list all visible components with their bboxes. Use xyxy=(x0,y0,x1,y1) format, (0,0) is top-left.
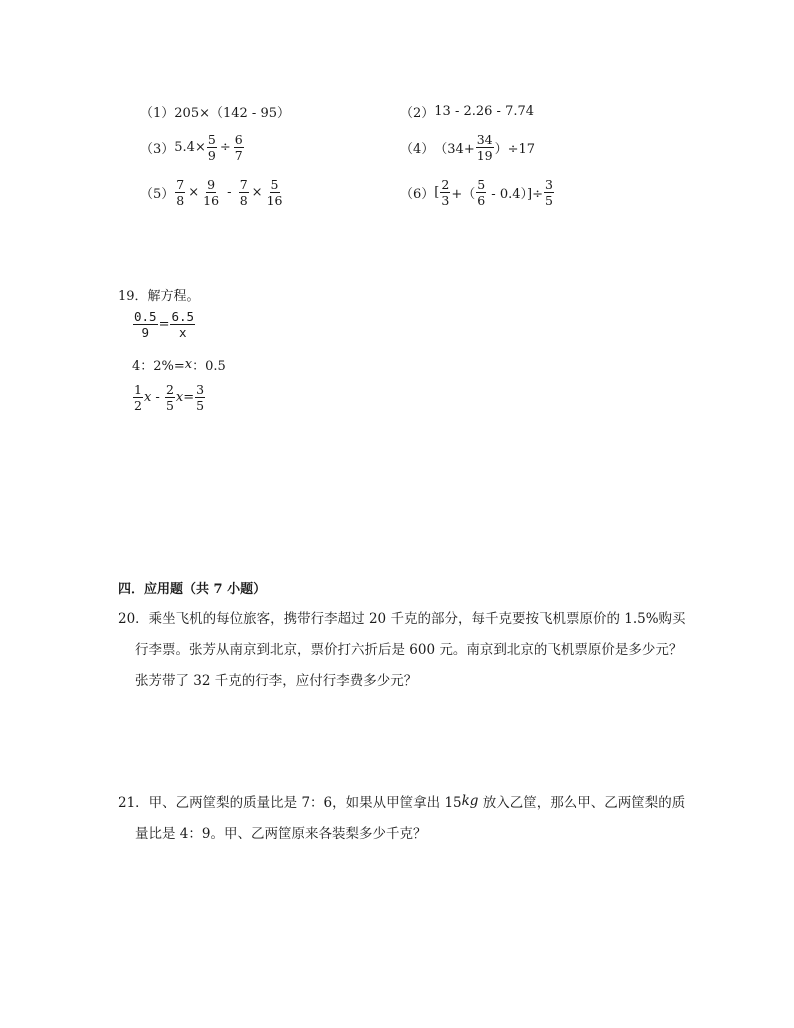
fraction: $\frac{7}{8}$ xyxy=(239,177,248,209)
section-heading: 四．应用题（共 7 小题） xyxy=(118,582,267,597)
calc-expression-1: 205×（142 - 95） xyxy=(174,106,290,121)
fraction: $\frac{9}{16}$ xyxy=(203,177,220,209)
fraction: $\frac{7}{8}$ xyxy=(176,177,185,209)
fraction: $\frac{3}{5}$ xyxy=(544,177,553,209)
calc-term: 5.4× xyxy=(174,140,206,156)
equation-term: ：0.5 xyxy=(192,359,226,374)
equation-2 xyxy=(132,355,226,374)
variable: x xyxy=(143,390,152,406)
fraction: $\frac{5}{16}$ xyxy=(266,177,283,209)
fraction: $\frac{6}{7}$ xyxy=(234,132,243,164)
question-21-text: 放入乙筐，那么甲、乙两筐梨的质 xyxy=(478,795,686,811)
equals-sign: = xyxy=(158,317,170,333)
calc-problem-6 xyxy=(400,178,555,207)
calc-label-2: （2） xyxy=(400,106,435,121)
calc-problem-4 xyxy=(400,133,535,162)
fraction: $\frac{2}{5}$ xyxy=(165,382,174,414)
fraction: $\frac{5}{9}$ xyxy=(207,132,216,164)
operator: - xyxy=(151,390,164,406)
calc-label-1: （1） xyxy=(140,106,175,121)
calc-label-5: （5） xyxy=(140,187,175,203)
calc-label-4: （4） xyxy=(400,142,435,158)
question-19-title: 19．解方程。 xyxy=(118,289,200,304)
equals-sign: = xyxy=(183,390,195,406)
operator: × xyxy=(251,185,263,201)
fraction: $\frac{5}{6}$ xyxy=(477,177,486,209)
equation-1 xyxy=(132,310,196,339)
question-20-line-1: 20．乘坐飞机的每位旅客，携带行李超过 20 千克的部分，每千克要按飞机票原价的 1.5%购买 xyxy=(118,611,686,627)
fraction: $\frac{34}{19}$ xyxy=(476,132,493,164)
calc-term: ）÷17 xyxy=(494,142,536,158)
fraction: $\frac{2}{3}$ xyxy=(441,177,450,209)
operator: × xyxy=(188,185,200,201)
calc-problem-2 xyxy=(400,102,534,121)
question-21-text: 21．甲、乙两筐梨的质量比是 7：6，如果从甲筐拿出 15 xyxy=(118,795,462,811)
equation-3 xyxy=(132,383,206,412)
question-21-line-2: 量比是 4：9。甲、乙两筐原来各装梨多少千克？ xyxy=(135,826,427,842)
fraction: $\frac{3}{5}$ xyxy=(196,382,205,414)
fraction: $\frac{0.5}{9}$ xyxy=(134,309,157,341)
operator: ÷ xyxy=(219,140,231,156)
question-20-line-3: 张芳带了 32 千克的行李，应付行李费多少元？ xyxy=(135,673,418,689)
variable: x xyxy=(184,357,193,372)
variable: x xyxy=(175,390,184,406)
fraction: $\frac{6.5}{x}$ xyxy=(171,309,195,341)
calc-expression-2: 13 - 2.26 - 7.74 xyxy=(434,104,535,119)
calc-term: （34+ xyxy=(434,142,475,158)
calc-label-3: （3） xyxy=(140,142,175,158)
equation-term: 4：2%= xyxy=(132,359,185,374)
calc-problem-3 xyxy=(140,133,245,162)
question-20-line-2: 行李票。张芳从南京到北京，票价打六折后是 600 元。南京到北京的飞机票原价是多少元？ xyxy=(135,642,683,658)
calc-problem-1 xyxy=(140,102,290,121)
question-21-line-1 xyxy=(118,791,685,811)
calc-problem-5 xyxy=(140,178,284,207)
calc-term: +（ xyxy=(451,187,476,203)
calc-label-6: （6） xyxy=(400,187,435,203)
fraction: $\frac{1}{2}$ xyxy=(134,382,142,414)
calc-term: - 0.4）]÷ xyxy=(487,187,543,203)
operator: - xyxy=(223,185,236,201)
unit: kg xyxy=(461,793,479,809)
calc-term: [ xyxy=(434,185,440,201)
